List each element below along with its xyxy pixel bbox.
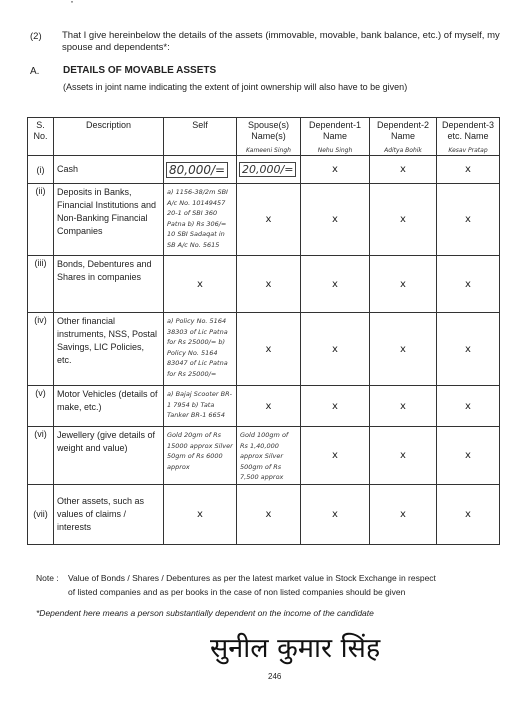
- row-self-cell: [164, 484, 237, 544]
- table-row: [28, 313, 500, 386]
- row-spouse-cell: [237, 256, 301, 313]
- row-dep2: x: [400, 508, 406, 520]
- table-row: [28, 386, 500, 427]
- row-description: Motor Vehicles (details of make, etc.): [54, 386, 164, 427]
- row-dep2-cell: [370, 156, 437, 184]
- row-dep1-cell: [301, 484, 370, 544]
- row-dep1: x: [332, 400, 338, 412]
- row-dep2-cell: [370, 256, 437, 313]
- header-dependent-2: [370, 118, 437, 156]
- row-sno: (vii): [28, 484, 54, 544]
- row-self: 80,000/=: [166, 162, 228, 178]
- row-dep2: x: [400, 164, 406, 175]
- row-spouse: x: [265, 400, 272, 412]
- header-dep3-label: Dependent-3 etc. Name: [441, 120, 495, 141]
- row-dep2-cell: [370, 484, 437, 544]
- row-dep1: x: [332, 278, 338, 290]
- table-header-row: [28, 118, 500, 156]
- section-title: DETAILS OF MOVABLE ASSETS: [63, 65, 217, 76]
- row-dep1-cell: [301, 313, 370, 386]
- row-spouse-cell: [237, 427, 301, 485]
- row-dep1-cell: [301, 156, 370, 184]
- row-self-cell: [164, 386, 237, 427]
- row-self-cell: [164, 256, 237, 313]
- row-dep2-cell: [370, 184, 437, 256]
- row-dep2: x: [400, 343, 406, 355]
- row-spouse: x: [265, 214, 272, 225]
- row-dep1-cell: [301, 184, 370, 256]
- header-spouse: [237, 118, 301, 156]
- row-dep1: x: [332, 449, 338, 461]
- para-number: (2): [30, 31, 42, 42]
- row-self-cell: [164, 184, 237, 256]
- row-dep3: x: [465, 508, 471, 520]
- dep3-name-handwritten: Kesav Pratap: [448, 147, 488, 154]
- header-spouse-label: Spouse(s) Name(s): [247, 120, 290, 141]
- row-spouse: Gold 100gm of Rs 1,40,000 approx Silver 500gm of Rs 7,500 approx: [240, 431, 289, 481]
- top-dot: ·: [70, 0, 74, 8]
- row-sno: (ii): [28, 184, 54, 256]
- row-sno: (i): [28, 156, 54, 184]
- row-spouse-cell: [237, 484, 301, 544]
- row-dep2: x: [400, 278, 406, 290]
- row-dep3-cell: [437, 386, 500, 427]
- header-sno: S. No.: [28, 118, 54, 156]
- row-description: Other assets, such as values of claims / interests: [54, 484, 164, 544]
- row-self: x: [197, 508, 203, 520]
- row-dep3-cell: [437, 256, 500, 313]
- row-dep1: x: [332, 164, 338, 175]
- row-dep3: x: [465, 343, 471, 355]
- note-line-2: of listed companies and as per books in the case of non listed companies should be given: [68, 587, 406, 597]
- header-description: Description: [54, 118, 164, 156]
- row-sno: (vi): [28, 427, 54, 485]
- row-self: a) Policy No. 5164 38303 of Lic Patna for Rs 25000/= b) Policy No. 5164 83047 of Lic Patna for Rs 25000/=: [167, 317, 228, 378]
- row-dep2-cell: [370, 313, 437, 386]
- row-self: a) Bajaj Scooter BR-1 7954 b) Tata Tanker BR-1 6654: [167, 390, 232, 419]
- row-dep3: x: [465, 164, 471, 175]
- table-row: [28, 156, 500, 184]
- section-subtitle: (Assets in joint name indicating the extent of joint ownership will also have to be given): [63, 82, 408, 92]
- row-spouse: x: [265, 278, 272, 290]
- note-line-1: Value of Bonds / Shares / Debentures as per the latest market value in Stock Exchange in respect: [68, 573, 436, 583]
- row-dep3-cell: [437, 427, 500, 485]
- row-sno: (iii): [28, 256, 54, 313]
- row-sno: (iv): [28, 313, 54, 386]
- spouse-name-handwritten: Kameeni Singh: [246, 147, 291, 154]
- row-dep3-cell: [437, 184, 500, 256]
- row-spouse-cell: [237, 156, 301, 184]
- row-dep3-cell: [437, 484, 500, 544]
- row-dep3: x: [465, 278, 471, 290]
- row-self: a) 1156-38/2m SBI A/c No. 10149457 20-1 of SBI 360 Patna b) Rs 306/= 10 SBI Sadaqat in SB A/c No. 5615: [167, 188, 228, 249]
- row-spouse: 20,000/=: [239, 162, 296, 177]
- row-dep1: x: [332, 508, 338, 520]
- row-dep2-cell: [370, 427, 437, 485]
- row-dep3: x: [465, 400, 471, 412]
- table-row: [28, 184, 500, 256]
- table-row: [28, 427, 500, 485]
- row-spouse-cell: [237, 313, 301, 386]
- row-dep1-cell: [301, 427, 370, 485]
- row-self-cell: [164, 156, 237, 184]
- dep1-name-handwritten: Nehu Singh: [317, 147, 353, 154]
- header-dep1-label: Dependent-1 Name: [308, 120, 362, 141]
- row-description: Bonds, Debentures and Shares in companies: [54, 256, 164, 313]
- row-dep1: x: [332, 343, 338, 355]
- header-dep2-label: Dependent-2 Name: [376, 120, 430, 141]
- row-sno: (v): [28, 386, 54, 427]
- row-self: Gold 20gm of Rs 15000 approx Silver 50gm of Rs 6000 approx: [167, 431, 233, 471]
- row-dep2-cell: [370, 386, 437, 427]
- row-description: Deposits in Banks, Financial Institutions and Non-Banking Financial Companies: [54, 184, 164, 256]
- note-label: Note :: [36, 573, 59, 583]
- dep2-name-handwritten: Aditya Bohik: [384, 147, 422, 154]
- row-dep3-cell: [437, 156, 500, 184]
- row-self: x: [197, 278, 203, 290]
- row-dep3-cell: [437, 313, 500, 386]
- table-row: [28, 484, 500, 544]
- row-spouse: x: [265, 508, 272, 520]
- header-self: Self: [164, 118, 237, 156]
- row-dep2: x: [400, 214, 406, 225]
- row-dep2: x: [400, 400, 406, 412]
- row-dep1-cell: [301, 386, 370, 427]
- row-self-cell: [164, 313, 237, 386]
- row-dep3: x: [465, 449, 471, 461]
- page-number: 246: [268, 672, 282, 681]
- dependent-footnote: *Dependent here means a person substantially dependent on the income of the candidate: [36, 608, 374, 618]
- header-dependent-3: [437, 118, 500, 156]
- row-description: Other financial instruments, NSS, Postal Savings, LIC Policies, etc.: [54, 313, 164, 386]
- row-dep2: x: [400, 449, 406, 461]
- row-spouse: x: [265, 343, 272, 355]
- row-dep1-cell: [301, 256, 370, 313]
- table-row: [28, 256, 500, 313]
- header-dependent-1: [301, 118, 370, 156]
- row-spouse-cell: [237, 184, 301, 256]
- row-self-cell: [164, 427, 237, 485]
- signature: सुनील कुमार सिंह: [210, 633, 381, 664]
- section-letter: A.: [30, 66, 40, 77]
- row-description: Jewellery (give details of weight and value): [54, 427, 164, 485]
- row-dep3: x: [465, 214, 471, 225]
- row-spouse-cell: [237, 386, 301, 427]
- row-description: Cash: [54, 156, 164, 184]
- movable-assets-table: [27, 117, 500, 545]
- para-text: That I give hereinbelow the details of the assets (immovable, movable, bank balance, etc.) of myself, my spouse and dependents*:: [62, 30, 500, 53]
- row-dep1: x: [332, 214, 338, 225]
